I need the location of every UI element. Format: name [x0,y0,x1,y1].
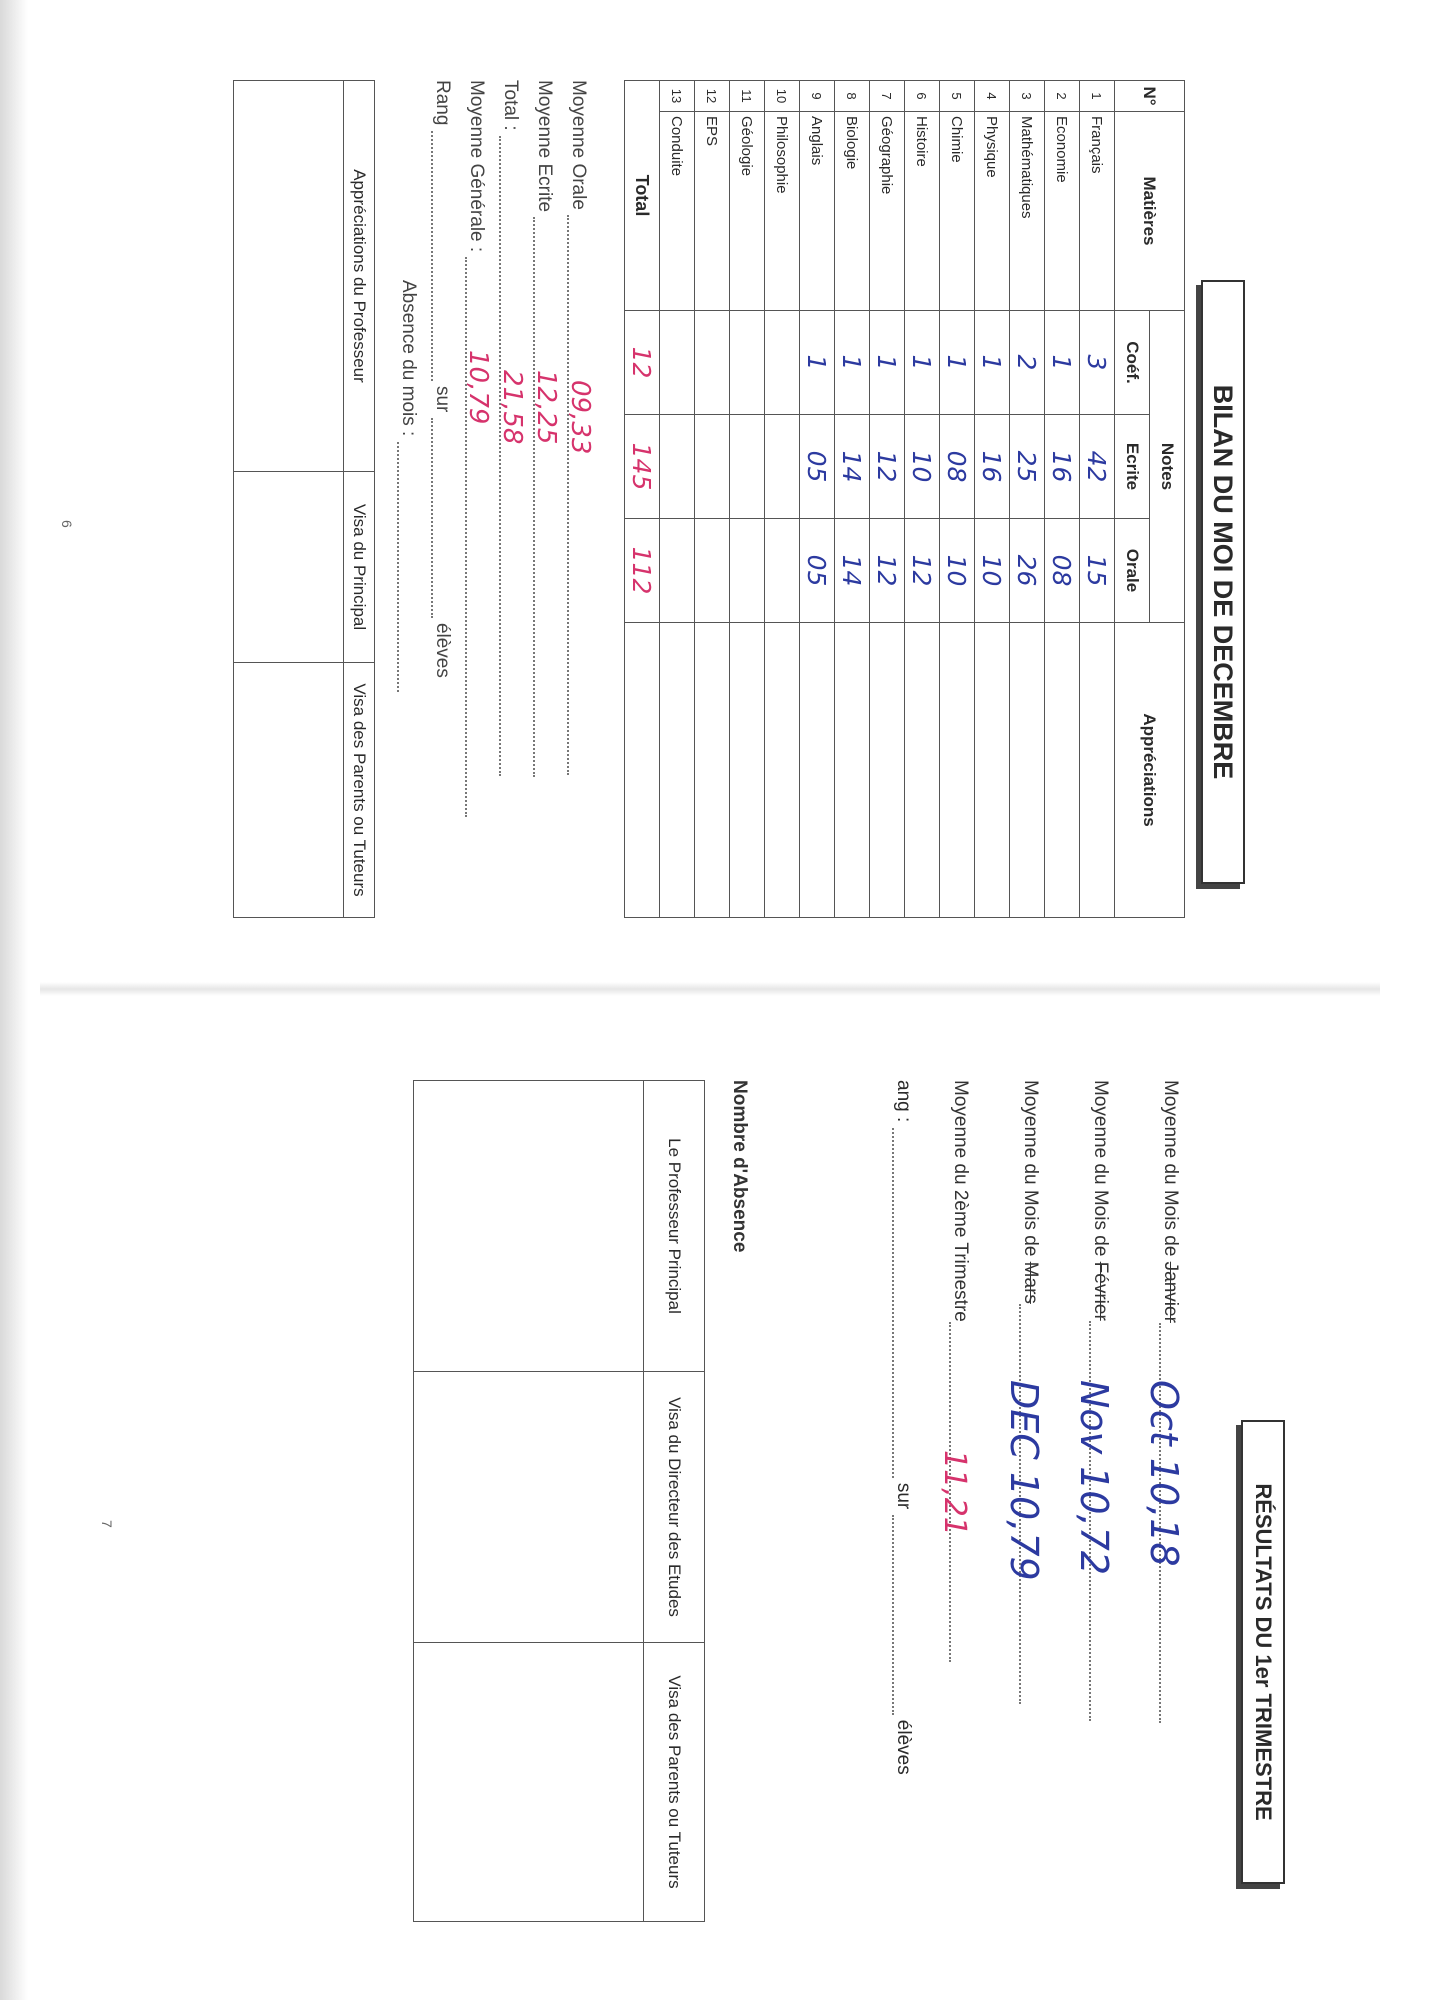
row-matiere: Biologie [835,112,870,311]
visa-parents-tuteurs-label: Visa des Parents ou Tuteurs [643,1643,704,1921]
resultats-line-handwritten-value: 11,21 [937,1450,972,1536]
total-coef: 12 [625,311,660,415]
visa-professeur-label: Le Professeur Principal [643,1081,704,1371]
visa-professeur-box [414,1081,704,1372]
row-ecrite [660,415,695,519]
row-num: 3 [1010,81,1045,112]
row-matiere: Géographie [870,112,905,311]
header-coef: Coéf. [1115,311,1150,415]
row-matiere: EPS [695,112,730,311]
row-matiere: Conduite [660,112,695,311]
row-num: 12 [695,81,730,112]
bilan-title: BILAN DU MOI DE DECEMBRE [1201,280,1245,884]
row-matiere: Histoire [905,112,940,311]
row-ecrite: 05 [800,415,835,519]
row-appreciation [1010,623,1045,918]
resultats-rang-line [886,1080,920,1900]
row-num: 1 [1080,81,1115,112]
total-row [625,81,660,918]
resultats-line-label: Moyenne du 2ème Trimestre [950,1080,971,1322]
row-ecrite: 10 [905,415,940,519]
row-appreciation [800,623,835,918]
absence-line [391,80,425,900]
moyenne-generale-label: Moyenne Générale : [466,80,487,253]
row-matiere: Philosophie [765,112,800,311]
row-orale: 12 [905,519,940,623]
total-orale: 112 [625,519,660,623]
visa-principal-label: Visa du Principal [343,472,374,662]
scan-edge-shadow [0,0,28,2000]
resultats-line-label: Moyenne du Mois de [1090,1080,1111,1257]
grade-row [765,81,800,918]
grade-rows [660,81,1115,918]
row-appreciation [1080,623,1115,918]
total-ecrite: 145 [625,415,660,519]
rang-eleves-label: élèves [432,622,453,678]
visa-parents-box [234,663,374,917]
row-orale: 14 [835,519,870,623]
row-appreciation [835,623,870,918]
grade-row [730,81,765,918]
moyenne-ecrite-line [527,80,561,900]
header-notes: Notes [1150,311,1185,623]
resultats-line-handwritten-value: Nov 10,72 [1072,1380,1116,1576]
row-num: 5 [940,81,975,112]
row-orale: 15 [1080,519,1115,623]
total-appreciation [625,623,660,918]
grade-row [1010,81,1045,918]
row-appreciation [730,623,765,918]
page-number-7: 7 [99,1520,115,1528]
row-orale [730,519,765,623]
header-orale: Orale [1115,519,1150,623]
row-coef: 1 [905,311,940,415]
moyenne-orale-label: Moyenne Orale [568,80,589,210]
header-ecrite: Ecrite [1115,415,1150,519]
row-appreciation [975,623,1010,918]
row-num: 8 [835,81,870,112]
row-appreciation [765,623,800,918]
resultats-line-struck-month: Mars [1020,1261,1041,1304]
row-coef: 1 [975,311,1010,415]
row-appreciation [695,623,730,918]
row-coef: 1 [800,311,835,415]
header-matieres: Matières [1115,112,1185,311]
grade-row [835,81,870,918]
grades-table [624,80,1185,918]
moyenne-ecrite-value: 12,25 [531,370,561,445]
row-appreciation [660,623,695,918]
grade-row [800,81,835,918]
row-ecrite: 16 [975,415,1010,519]
grade-row [975,81,1010,918]
row-orale: 26 [1010,519,1045,623]
resultats-line [1135,1080,1205,1900]
resultats-line-label: Moyenne du Mois de [1020,1080,1041,1257]
row-matiere: Chimie [940,112,975,311]
row-num: 6 [905,81,940,112]
moyenne-generale-line [459,80,493,900]
resultats-line-struck-month: Février [1090,1261,1111,1321]
bilan-visa-boxes [233,80,375,918]
row-orale: 10 [975,519,1010,623]
visa-principal-box [234,472,374,663]
row-appreciation [1045,623,1080,918]
visa-appreciations-label: Appréciations du Professeur [343,81,374,471]
total-summary-value: 21,58 [497,370,527,445]
total-summary-label: Total : [500,80,521,131]
grade-row [695,81,730,918]
resultats-line [925,1080,995,1900]
row-coef: 3 [1080,311,1115,415]
row-orale [660,519,695,623]
row-matiere: Géologie [730,112,765,311]
grade-row [905,81,940,918]
row-ecrite [695,415,730,519]
visa-parents-label: Visa des Parents ou Tuteurs [343,663,374,917]
booklet-fold [40,982,1380,996]
row-matiere: Economie [1045,112,1080,311]
row-ecrite [765,415,800,519]
rang-line [425,80,459,900]
row-coef [730,311,765,415]
row-coef [660,311,695,415]
row-num: 7 [870,81,905,112]
rang-label: Rang [432,80,453,126]
row-appreciation [905,623,940,918]
row-coef: 2 [1010,311,1045,415]
row-orale: 08 [1045,519,1080,623]
resultats-line-handwritten-value: DEC 10,79 [1002,1380,1046,1581]
row-matiere: Anglais [800,112,835,311]
row-appreciation [870,623,905,918]
resultats-line-struck-month: Janvier [1160,1261,1181,1323]
resultats-eleves-label: élèves [893,1719,914,1775]
moyenne-generale-value: 10,79 [463,350,493,425]
header-appreciations: Appréciations [1115,623,1185,918]
row-orale: 12 [870,519,905,623]
row-orale: 10 [940,519,975,623]
row-matiere: Français [1080,112,1115,311]
row-ecrite: 16 [1045,415,1080,519]
moyenne-orale-line [561,80,595,900]
row-matiere: Physique [975,112,1010,311]
resultats-line-label: Moyenne du Mois de [1160,1080,1181,1257]
row-num: 13 [660,81,695,112]
grade-row [1045,81,1080,918]
row-coef [695,311,730,415]
moyenne-ecrite-label: Moyenne Ecrite [534,80,555,213]
row-num: 2 [1045,81,1080,112]
row-num: 10 [765,81,800,112]
row-orale [765,519,800,623]
row-orale [695,519,730,623]
header-num: N° [1115,81,1185,112]
resultats-visa-boxes [413,1080,705,1922]
grade-row [870,81,905,918]
grade-row [940,81,975,918]
resultats-line [1065,1080,1135,1900]
visa-directeur-label: Visa du Directeur des Etudes [643,1372,704,1642]
resultats-lines [925,1080,1205,1900]
resultats-line-handwritten-value: Oct 10,18 [1142,1380,1186,1567]
resultats-line [995,1080,1065,1900]
row-num: 9 [800,81,835,112]
row-num: 4 [975,81,1010,112]
moyenne-orale-value: 09,33 [565,380,595,455]
row-coef [765,311,800,415]
row-ecrite: 08 [940,415,975,519]
row-orale: 05 [800,519,835,623]
row-ecrite: 25 [1010,415,1045,519]
row-matiere: Mathématiques [1010,112,1045,311]
row-ecrite [730,415,765,519]
row-coef: 1 [835,311,870,415]
grade-row [660,81,695,918]
page-number-6: 6 [59,520,75,528]
row-coef: 1 [940,311,975,415]
nombre-absence-label: Nombre d'Absence [729,1080,750,1253]
visa-directeur-box [414,1372,704,1643]
row-coef: 1 [1045,311,1080,415]
visa-parents-tuteurs-box [414,1643,704,1921]
grades-header-row [1150,81,1185,918]
visa-appreciations-box [234,81,374,472]
rang-sur-label: sur [432,385,453,413]
row-ecrite: 42 [1080,415,1115,519]
row-ecrite: 12 [870,415,905,519]
row-ecrite: 14 [835,415,870,519]
bilan-summary [391,80,595,900]
row-num: 11 [730,81,765,112]
total-label: Total [625,81,660,311]
absence-label: Absence du mois : [398,280,419,437]
row-appreciation [940,623,975,918]
resultats-rang-label: ang : [893,1080,914,1123]
resultats-sur-label: sur [893,1482,914,1510]
page-resultats-trimestre [95,1080,1295,1970]
page-bilan-decembre [55,80,1255,950]
row-coef: 1 [870,311,905,415]
total-line [493,80,527,900]
resultats-title: RÉSULTATS DU 1er TRIMESTRE [1241,1420,1285,1884]
grade-row [1080,81,1115,918]
